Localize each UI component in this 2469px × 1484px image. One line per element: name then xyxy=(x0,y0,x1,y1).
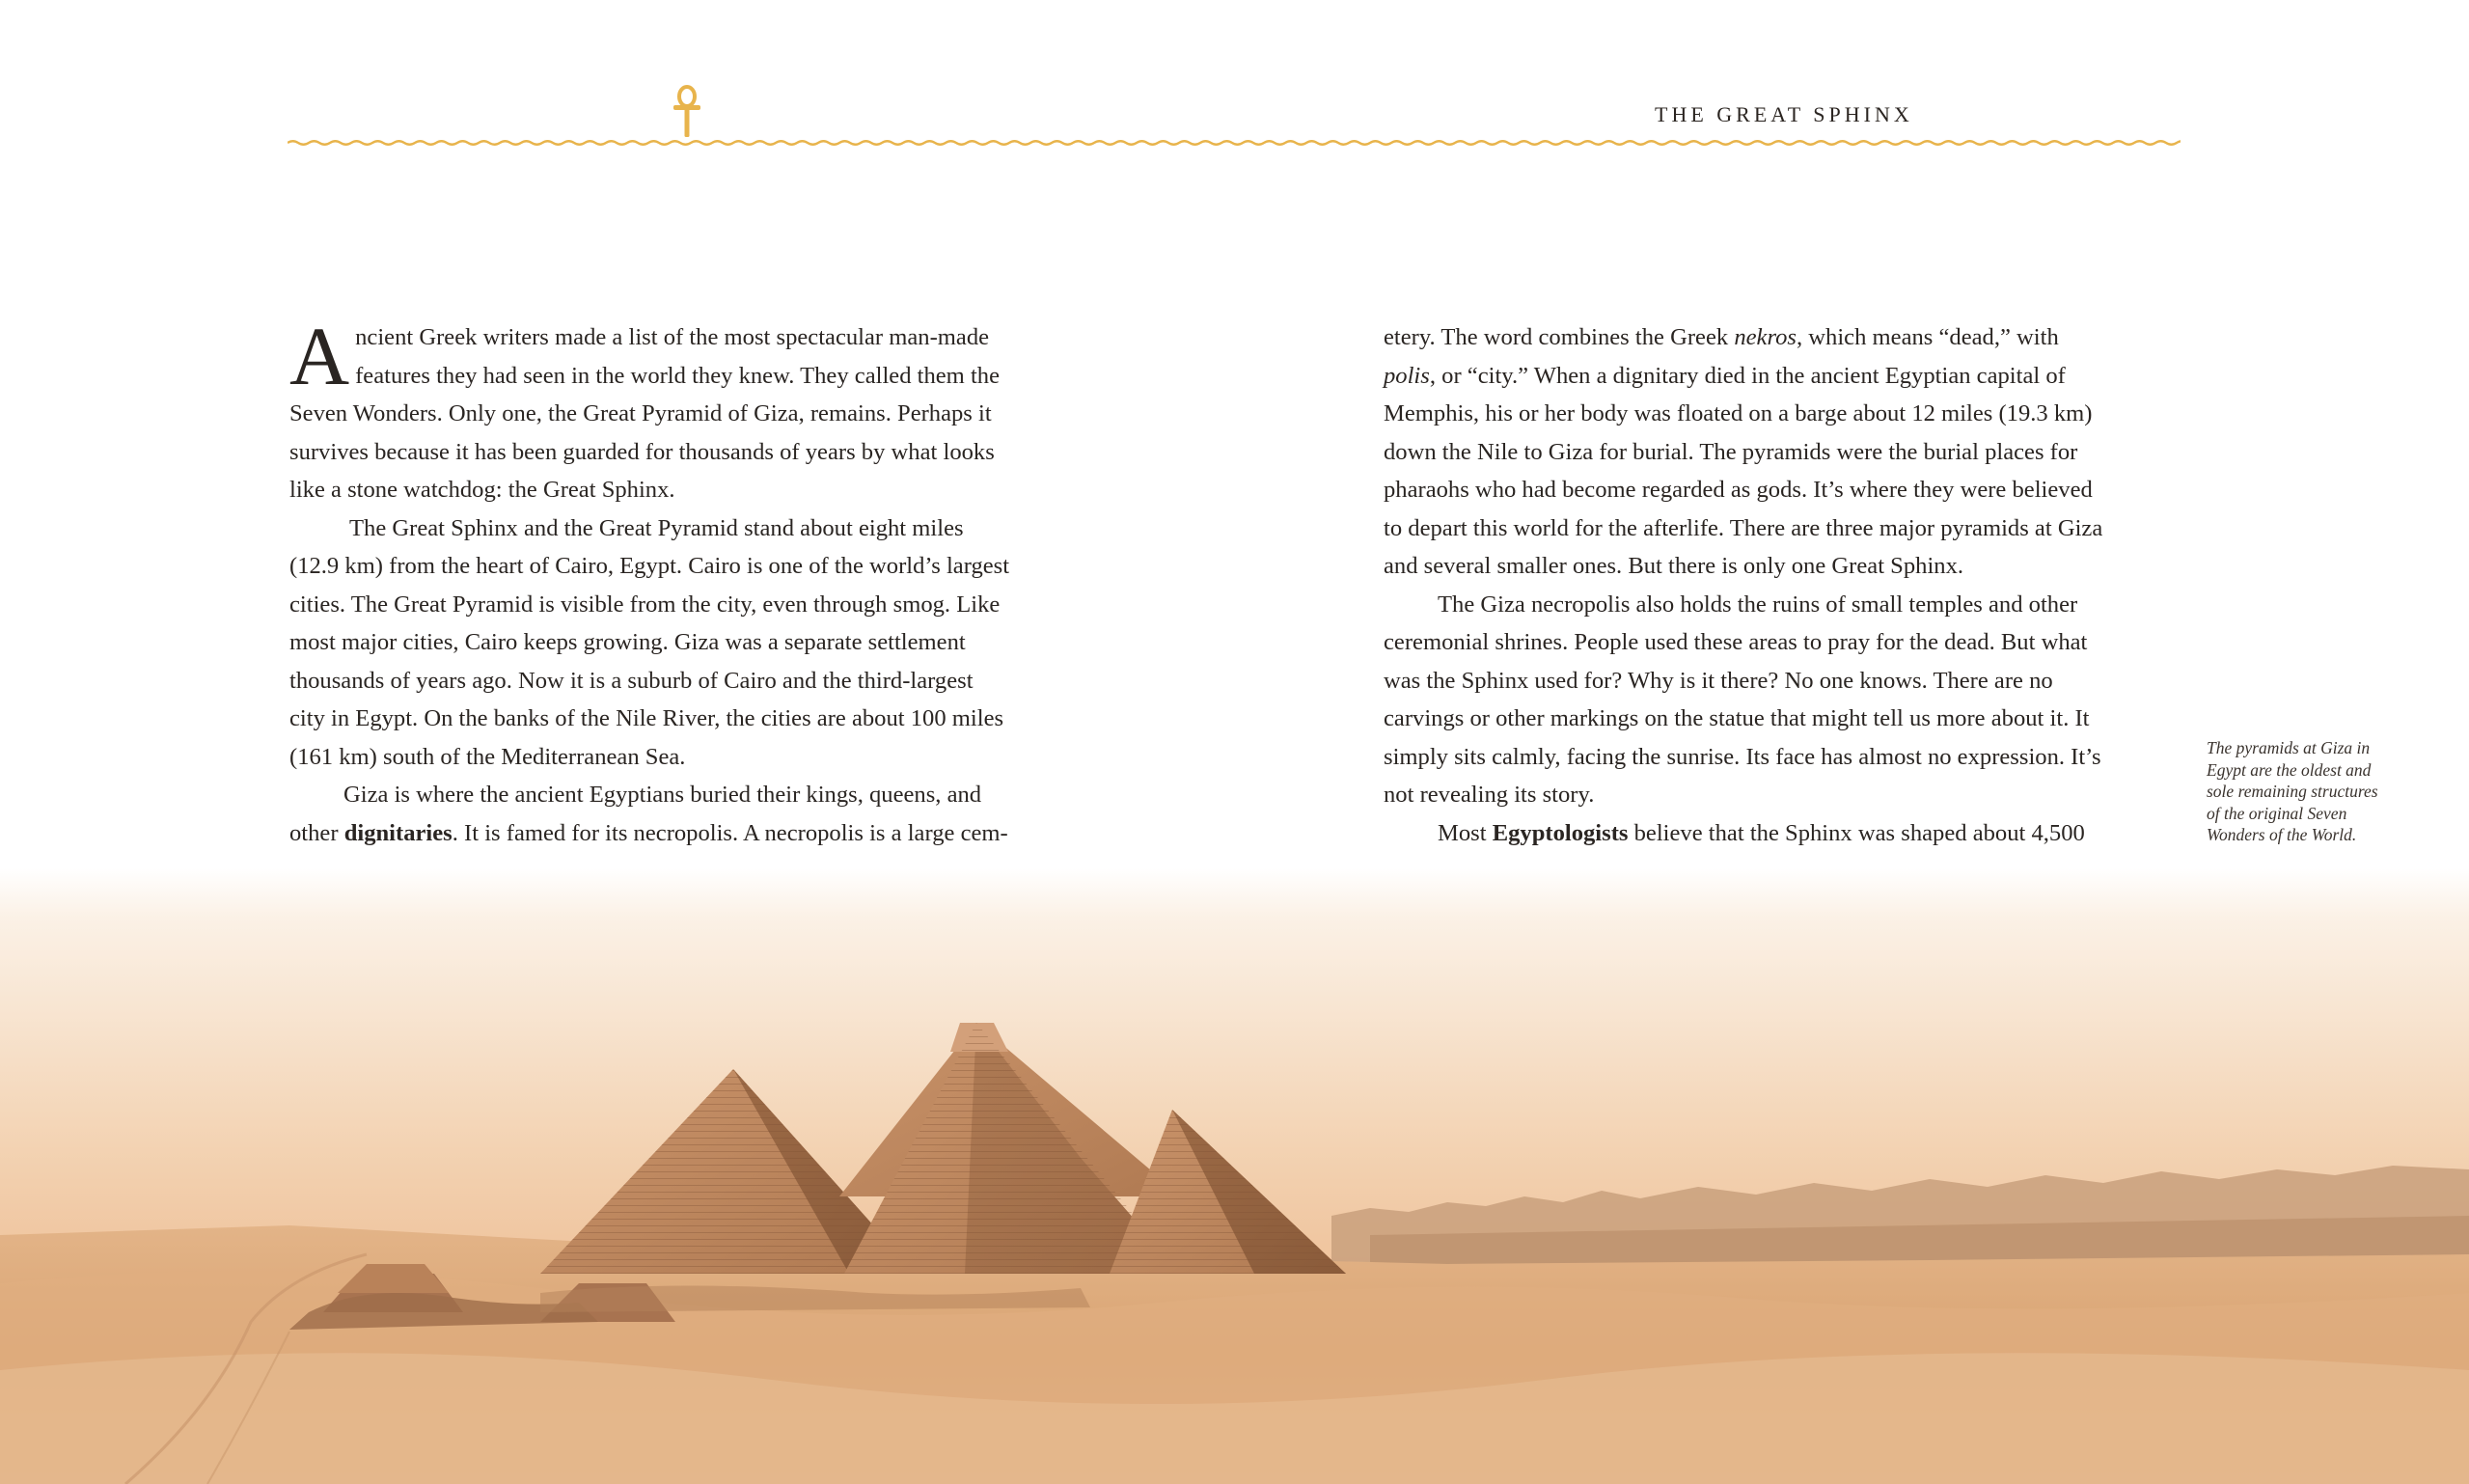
text-line: cities. The Great Pyramid is visible from the city, even through smog. Like xyxy=(289,591,1001,618)
text-line: not revealing its story. xyxy=(1384,782,1595,808)
text-line: pharaohs who had become regarded as gods. It’s where they were believed xyxy=(1384,477,2093,503)
text-line: down the Nile to Giza for burial. The pyramids were the burial places for xyxy=(1384,438,2078,465)
running-head: THE GREAT SPHINX xyxy=(1655,102,1913,126)
text-run: etery. The word combines the Greek xyxy=(1384,324,1735,350)
text-line: like a stone watchdog: the Great Sphinx. xyxy=(289,477,675,503)
text-line: The Giza necropolis also holds the ruins of small temples and other xyxy=(1438,591,2078,618)
pyramids-photo xyxy=(0,868,2469,1484)
text-line: (161 km) south of the Mediterranean Sea. xyxy=(289,743,686,770)
text-run: believe that the Sphinx was shaped about 4,500 xyxy=(1628,819,2085,846)
caption-line: The pyramids at Giza in xyxy=(2207,738,2371,757)
text-line: most major cities, Cairo keeps growing. Giza was a separate settlement xyxy=(289,629,966,655)
italic-term: polis xyxy=(1384,362,1430,389)
text-line xyxy=(1384,814,2184,853)
text-line: Giza is where the ancient Egyptians buried their kings, queens, and xyxy=(343,782,982,808)
text-line: Memphis, his or her body was floated on a barge about 12 miles (19.3 km) xyxy=(1384,400,2093,426)
left-column xyxy=(289,310,1090,852)
right-column xyxy=(1384,318,2184,852)
text-line xyxy=(289,814,1090,853)
text-line: ceremonial shrines. People used these areas to pray for the dead. But what xyxy=(1384,629,2088,655)
text-run: , which means “dead,” with xyxy=(1796,324,2059,350)
text-line: simply sits calmly, facing the sunrise. Its face has almost no expression. It’s xyxy=(1384,743,2101,770)
text-run: Most xyxy=(1438,819,1493,846)
caption-line: of the original Seven xyxy=(2207,803,2347,823)
glossary-term: Egyptologists xyxy=(1492,819,1629,846)
text-line: and several smaller ones. But there is only one Great Sphinx. xyxy=(1384,553,1964,579)
ankh-icon xyxy=(671,85,703,139)
caption-line: Egypt are the oldest and xyxy=(2207,759,2372,780)
text-run: other xyxy=(289,819,344,846)
text-run: , or “city.” When a dignitary died in the ancient Egyptian capital of xyxy=(1429,362,2066,389)
text-line: The Great Sphinx and the Great Pyramid stand about eight miles xyxy=(349,514,964,541)
text-line: ncient Greek writers made a list of the most spectacular man-made xyxy=(355,324,990,350)
header-wavy-rule xyxy=(288,133,2181,152)
text-line xyxy=(1384,357,2184,396)
caption-line: Wonders of the World. xyxy=(2207,825,2357,844)
text-line: (12.9 km) from the heart of Cairo, Egypt. Cairo is one of the world’s largest xyxy=(289,553,1010,579)
text-line: carvings or other markings on the statue that might tell us more about it. It xyxy=(1384,705,2090,731)
text-line: features they had seen in the world they knew. They called them the xyxy=(355,362,1001,389)
photo-caption xyxy=(2207,737,2428,846)
text-line: survives because it has been guarded for thousands of years by what looks xyxy=(289,438,995,465)
text-line xyxy=(1384,318,2184,357)
drop-cap: A xyxy=(289,310,350,402)
glossary-term: dignitaries xyxy=(343,819,453,846)
text-line: city in Egypt. On the banks of the Nile River, the cities are about 100 miles xyxy=(289,705,1004,731)
text-line: Seven Wonders. Only one, the Great Pyramid of Giza, remains. Perhaps it xyxy=(289,400,992,426)
caption-line: sole remaining structures xyxy=(2207,782,2378,801)
text-line: to depart this world for the afterlife. There are three major pyramids at Giza xyxy=(1384,514,2103,541)
italic-term: nekros xyxy=(1734,324,1797,350)
text-line: thousands of years ago. Now it is a suburb of Cairo and the third-largest xyxy=(289,667,974,694)
text-run: . It is famed for its necropolis. A necropolis is a large cem- xyxy=(452,819,1008,846)
text-line: was the Sphinx used for? Why is it there? No one knows. There are no xyxy=(1384,667,2053,694)
